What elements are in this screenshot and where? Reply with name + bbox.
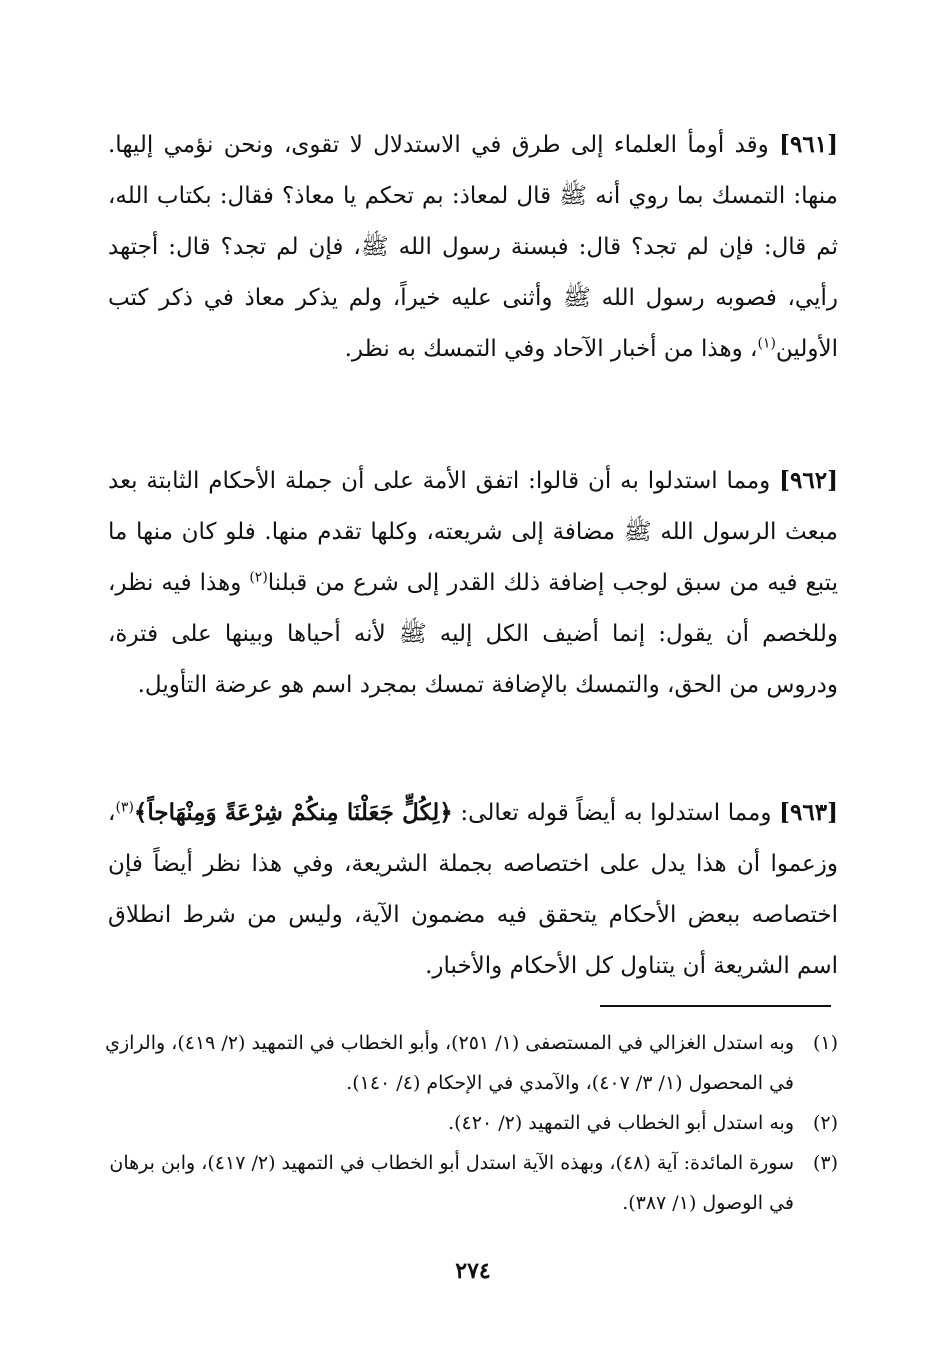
footnote-2 xyxy=(80,1103,838,1143)
footnote-text: سورة المائدة: آية (٤٨)، وبهذه الآية استدل أبو الخطاب في التمهيد (٢/ ٤١٧)، وابن برهان في الوصول (١/ ٣٨٧). xyxy=(109,1152,794,1214)
footnote-1 xyxy=(80,1023,838,1103)
footnote-3 xyxy=(80,1143,838,1223)
footnote-ref: (٣) xyxy=(115,799,134,816)
footnote-number: (٣) xyxy=(812,1152,838,1174)
paragraph-962 xyxy=(108,455,838,711)
paragraph-text-continued: ، وزعموا أن هذا يدل على اختصاصه بجملة الشريعة، وفي هذا نظر أيضاً فإن اختصاصه ببعض الأحكام يتحقق فيه مضمون الآية، وليس من شرط انطلاق اسم الشريعة أن يتناول كل الأحكام والأخبار. xyxy=(108,800,838,979)
paragraph-text-continued: وهذا فيه نظر، وللخصم أن يقول: إنما أضيف الكل إليه ﷺ لأنه أحياها وبينها على فترة، ودروس من الحق، والتمسك بالإضافة تمسك بمجرد اسم هو عرضة التأويل. xyxy=(108,570,838,698)
paragraph-number: [٩٦١] xyxy=(779,131,838,158)
footnote-ref: (٢) xyxy=(249,569,268,586)
paragraph-961 xyxy=(108,119,838,375)
footnote-ref: (١) xyxy=(757,335,776,352)
footnote-text: وبه استدل أبو الخطاب في التمهيد (٢/ ٤٢٠). xyxy=(448,1112,794,1134)
quran-verse: ﴿لِكُلٍّ جَعَلْنَا مِنكُمْ شِرْعَةً وَمِنْهَاجاً﴾ xyxy=(133,799,453,826)
paragraph-number: [٩٦٣] xyxy=(779,799,838,826)
footnote-number: (٢) xyxy=(812,1112,838,1134)
footnote-text: وبه استدل الغزالي في المستصفى (١/ ٢٥١)، وأبو الخطاب في التمهيد (٢/ ٤١٩)، والرازي في المحصول (١/ ٣/ ٤٠٧)، والآمدي في الإحكام (٤/ ١٤٠). xyxy=(105,1032,794,1094)
footnotes xyxy=(80,1023,838,1223)
paragraph-text: ومما استدلوا به أيضاً قوله تعالى: xyxy=(452,800,780,826)
paragraph-text: وقد أومأ العلماء إلى طرق في الاستدلال لا تقوى، ونحن نؤمي إليها. منها: التمسك بما روي أنه ﷺ قال لمعاذ: بم تحكم يا معاذ؟ فقال: بكتاب الله، ثم قال: فإن لم تجد؟ قال: فبسنة رسول الله ﷺ، فإن لم تجد؟ قال: أجتهد رأيي، فصوبه رسول الله ﷺ وأثنى عليه خيراً، ولم يذكر معاذ في ذكر كتب الأولين xyxy=(108,132,838,362)
paragraph-963 xyxy=(108,787,838,992)
footnote-divider xyxy=(600,1005,831,1007)
page-number: ٢٧٤ xyxy=(455,1258,491,1284)
footnote-number: (١) xyxy=(812,1032,838,1054)
paragraph-number: [٩٦٢] xyxy=(779,467,838,494)
paragraph-text-continued: ، وهذا من أخبار الآحاد وفي التمسك به نظر. xyxy=(344,336,758,362)
paragraph-text: ومما استدلوا به أن قالوا: اتفق الأمة على أن جملة الأحكام الثابتة بعد مبعث الرسول الله ﷺ مضافة إلى شريعته، وكلها تقدم منها. فلو كان منها ما يتبع فيه من سبق لوجب إضافة ذلك القدر إلى شرع من قبلنا xyxy=(108,468,839,596)
